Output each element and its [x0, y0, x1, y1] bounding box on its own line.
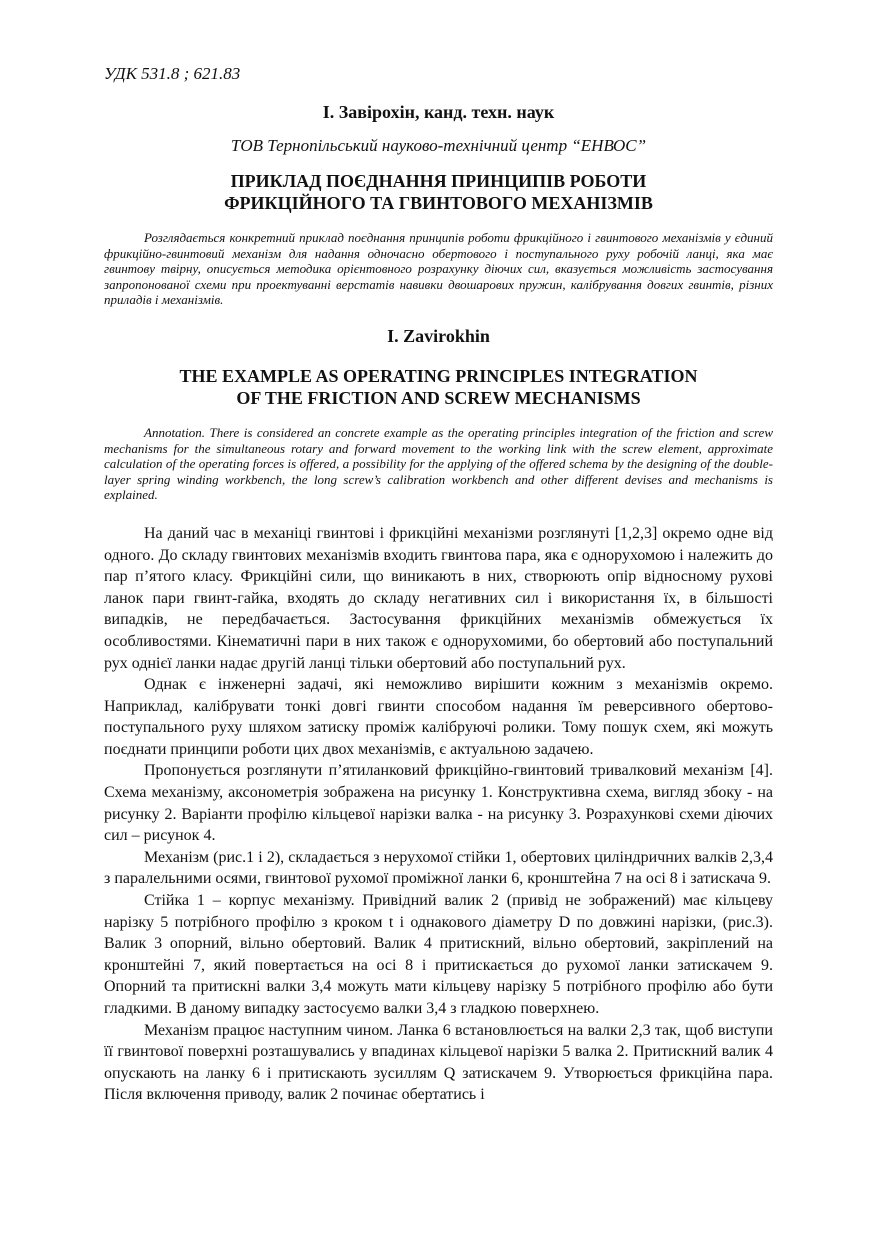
body-paragraph: Механізм (рис.1 і 2), складається з нерухомої стійки 1, обертових циліндричних валків 2,3,4 з паралельними осями, гвинтової рухомої проміжної ланки 6, кронштейна 7 на осі 8 і затискача 9.	[104, 848, 773, 888]
paper-title-en	[104, 365, 773, 409]
body-paragraph: На даний час в механіці гвинтові і фрикційні механізми розглянуті [1,2,3] окремо одне від одного. До складу гвинтових механізмів входить гвинтова пара, яка є однорухомою і належить до пар п’ятого класу. Фрикційні сили, що виникають в них, створюють опір відносному рухові ланок пари гвинт-гайка, входять до складу негативних сил і використання їх, в більшості випадків, не передбачається. Застосування фрикційних механізмів обмежується їх особливостями. Кінематичні пари в них також є однорухомими, бо обертовий або поступальний рух однієї ланки надає другій ланці тільки обертовий або поступальний рух.	[104, 524, 773, 672]
title-en-line-1: THE EXAMPLE AS OPERATING PRINCIPLES INTEGRATION	[179, 365, 698, 386]
body-text	[104, 523, 773, 1106]
title-en-line-2: OF THE FRICTION AND SCREW MECHANISMS	[236, 387, 641, 408]
abstract-ua: Розглядається конкретний приклад поєднання принципів роботи фрикційного і гвинтового механізмів у єдиний фрикційно-гвинтовий механізм для надання одночасно обертового і поступального руху робочій ланці, яка має гвинтову твірну, описується методика орієнтовного розрахунку діючих сил, вказується можливість застосування запропонованої схеми при проектуванні верстатів навивки двошарових пружин, калібрування довгих гвинтів, різних приладів і механізмів.	[104, 230, 773, 308]
body-paragraph: Механізм працює наступним чином. Ланка 6 встановлюється на валки 2,3 так, щоб виступи її гвинтової поверхні розташувались у впадинах кільцевої нарізки 5 валка 2. Притискний валик 4 опускають на ланку 6 і притискають зусиллям Q затискачем 9. Утворюється фрикційна пара. Після включення приводу, валик 2 починає обертатись і	[104, 1021, 773, 1104]
paper-page	[104, 58, 773, 1106]
body-paragraph: Однак є інженерні задачі, які неможливо вирішити кожним з механізмів окремо. Наприклад, калібрувати тонкі довгі гвинти способом надання їм реверсивного обертово-поступального руху шляхом затиску проміж калібруючі ролики. Тому пошук схем, які можуть поєднати принципи роботи цих двох механізмів, є актуальною задачею.	[104, 676, 773, 758]
body-paragraph: Стійка 1 – корпус механізму. Привідний валик 2 (привід не зображений) має кільцеву нарізку 5 потрібного профілю з кроком t і однакового діаметру D по довжині нарізки, (рис.3). Валик 3 опорний, вільно обертовий. Валик 4 притискний, вільно обертовий, закріплений на кронштейні 7, який повертається на осі 8 і притискається до рухомої ланки затискачем 9. Опорний та притискні валки 3,4 можуть мати кільцеву нарізку 5 потрібного профілю або бути гладкими. В даному випадку застосуємо валки 3,4 з гладкою поверхнею.	[104, 892, 773, 1017]
author-en: I. Zavirokhin	[387, 325, 490, 346]
title-ua-line-1: ПРИКЛАД ПОЄДНАННЯ ПРИНЦИПІВ РОБОТИ	[230, 171, 647, 191]
annotation-en: Annotation. There is considered an concrete example as the operating principles integration of the friction and screw mechanisms for the simultaneous rotary and forward movement to the working link with the screw element, approximate calculation of the operating forces is offered, a possibility for the applying of the offered schema by the designing of the double-layer spring winding workbench, the long screw’s calibration workbench and other different devises and mechanisms is explained.	[104, 424, 773, 503]
title-ua-line-2: ФРИКЦІЙНОГО ТА ГВИНТОВОГО МЕХАНІЗМІВ	[224, 193, 653, 213]
paper-title-ua	[104, 170, 773, 214]
body-paragraph: Пропонується розглянути п’ятиланковий фрикційно-гвинтовий тривалковий механізм [4]. Схема механізму, аксонометрія зображена на рисунку 1. Конструктивна схема, вигляд збоку - на рисунку 2. Варіанти профілю кільцевої нарізки валка - на рисунку 3. Розрахункові схеми діючих сил – рисунок 4.	[104, 762, 773, 845]
organization: ТОВ Тернопільський науково-технічний центр “ЕНВОС”	[230, 136, 647, 155]
author-ua: І. Завірохін, канд. техн. наук	[322, 102, 555, 122]
udk-code: УДК 531.8 ; 621.83	[104, 64, 241, 83]
